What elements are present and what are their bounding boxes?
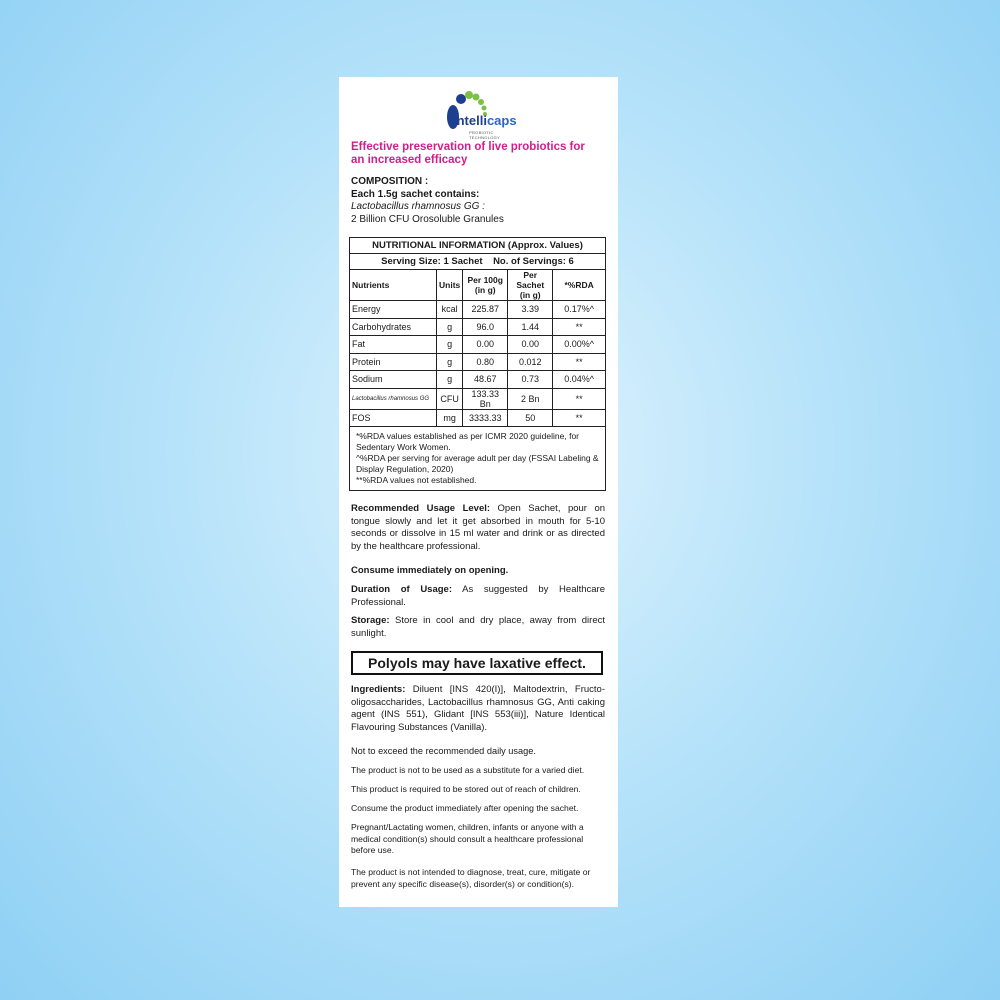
header-per-100g: Per 100g (in g) (463, 270, 508, 301)
per-sachet-value: 50 (508, 409, 553, 427)
per-sachet-value: 0.012 (508, 353, 553, 371)
nutrient-name: Carbohydrates (350, 318, 437, 336)
nutrient-name: Protein (350, 353, 437, 371)
header-nutrients: Nutrients (350, 270, 437, 301)
duration-of-usage (351, 584, 605, 609)
table-header-row (350, 270, 606, 301)
storage-label: Storage: (351, 615, 390, 626)
usage-instructions (351, 503, 605, 553)
header-units: Units (437, 270, 463, 301)
label-panel (339, 77, 618, 907)
duration-text: As suggested by Healthcare Professional. (351, 584, 606, 608)
table-row (350, 388, 606, 409)
nutrient-unit: g (437, 318, 463, 336)
nutrient-unit: kcal (437, 301, 463, 319)
table-row (350, 318, 606, 336)
nutrient-name: Sodium (350, 371, 437, 389)
ingredients-text: Diluent [INS 420(I)], Maltodextrin, Fructo-oligosaccharides, Lactobacillus rhamnosus GG, Anti caking agent (INS 551), Glidant [INS 553(iii)], Nature Identical Flavouring Substances (Vanilla). (351, 684, 605, 733)
per-sachet-value: 1.44 (508, 318, 553, 336)
nutrient-unit: g (437, 336, 463, 354)
usage-label: Recommended Usage Level: (351, 503, 491, 514)
storage-instructions (351, 615, 605, 640)
nutrient-name: Energy (350, 301, 437, 319)
nutrient-unit: CFU (437, 388, 463, 409)
table-row (350, 371, 606, 389)
rda-value: 0.04%^ (553, 371, 606, 389)
nutrient-name: Lactobacillus rhamnosus GG (350, 388, 437, 409)
rda-value: ** (553, 388, 606, 409)
composition-heading: COMPOSITION : (351, 176, 429, 187)
brand-subtitle: PROBIOTIC TECHNOLOGY (469, 130, 501, 140)
nutrition-table (349, 237, 606, 491)
consume-note: Consume immediately on opening. (351, 565, 509, 576)
nutrient-unit: g (437, 353, 463, 371)
rda-value: 0.17%^ (553, 301, 606, 319)
nutrient-unit: mg (437, 409, 463, 427)
per-sachet-value: 2 Bn (508, 388, 553, 409)
rda-notes (350, 427, 606, 491)
nutrition-title: NUTRITIONAL INFORMATION (Approx. Values) (350, 238, 606, 254)
usage-text: Open Sachet, pour on tongue slowly and let it get absorbed in mouth for 5-10 seconds or dissolve in 15 ml water and drink or as directed by the healthcare professional. (351, 503, 606, 552)
nutrient-unit: g (437, 371, 463, 389)
per-sachet-value: 0.00 (508, 336, 553, 354)
rda-value: ** (553, 318, 606, 336)
advisory-item: This product is required to be stored out of reach of children. (351, 784, 581, 794)
duration-label: Duration of Usage: (351, 584, 453, 595)
rda-note: **%RDA values not established. (356, 475, 477, 485)
rda-value: ** (553, 353, 606, 371)
nutrient-name: FOS (350, 409, 437, 427)
composition-strain: Lactobacillus rhamnosus GG : (351, 201, 485, 212)
per-100g-value: 225.87 (463, 301, 508, 319)
advisory-item: Not to exceed the recommended daily usage. (351, 746, 536, 756)
rda-note: *%RDA values established as per ICMR 2020 guideline, for Sedentary Work Women. (356, 431, 580, 452)
ingredients (351, 684, 605, 734)
table-row (350, 336, 606, 354)
advisory-item: Consume the product immediately after opening the sachet. (351, 803, 579, 813)
per-sachet-value: 0.73 (508, 371, 553, 389)
rda-value: 0.00%^ (553, 336, 606, 354)
ingredients-label: Ingredients: (351, 684, 406, 695)
header-rda: *%RDA (553, 270, 606, 301)
advisory-item: The product is not to be used as a substitute for a varied diet. (351, 765, 585, 775)
laxative-warning: Polyols may have laxative effect. (351, 651, 603, 675)
composition-amount: 2 Billion CFU Orosoluble Granules (351, 213, 504, 225)
rda-note: ^%RDA per serving for average adult per day (FSSAI Labeling & Display Regulation, 2020) (356, 453, 599, 474)
nutrient-name: Fat (350, 336, 437, 354)
per-sachet-value: 3.39 (508, 301, 553, 319)
per-100g-value: 48.67 (463, 371, 508, 389)
table-row (350, 353, 606, 371)
per-100g-value: 0.00 (463, 336, 508, 354)
composition (351, 176, 606, 226)
serving-info: Serving Size: 1 Sachet No. of Servings: 6 (350, 254, 606, 270)
rda-value: ** (553, 409, 606, 427)
composition-subheading: Each 1.5g sachet contains: (351, 188, 480, 200)
advisory-item: The product is not intended to diagnose, treat, cure, mitigate or prevent any specific disease(s), disorder(s) or condition(s). (351, 867, 591, 889)
advisory-item: Pregnant/Lactating women, children, infants or anyone with a medical condition(s) should consult a healthcare professional before use. (351, 822, 584, 855)
per-100g-value: 3333.33 (463, 409, 508, 427)
per-100g-value: 0.80 (463, 353, 508, 371)
storage-text: Store in cool and dry place, away from direct sunlight. (351, 615, 605, 639)
per-100g-value: 133.33 Bn (463, 388, 508, 409)
brand-name: Intellicaps (453, 113, 517, 128)
header-per-sachet: Per Sachet (in g) (508, 270, 553, 301)
table-row (350, 301, 606, 319)
per-100g-value: 96.0 (463, 318, 508, 336)
intellicaps-logo (439, 87, 519, 140)
tagline: Effective preservation of live probiotics for an increased efficacy (351, 141, 585, 166)
table-row (350, 409, 606, 427)
